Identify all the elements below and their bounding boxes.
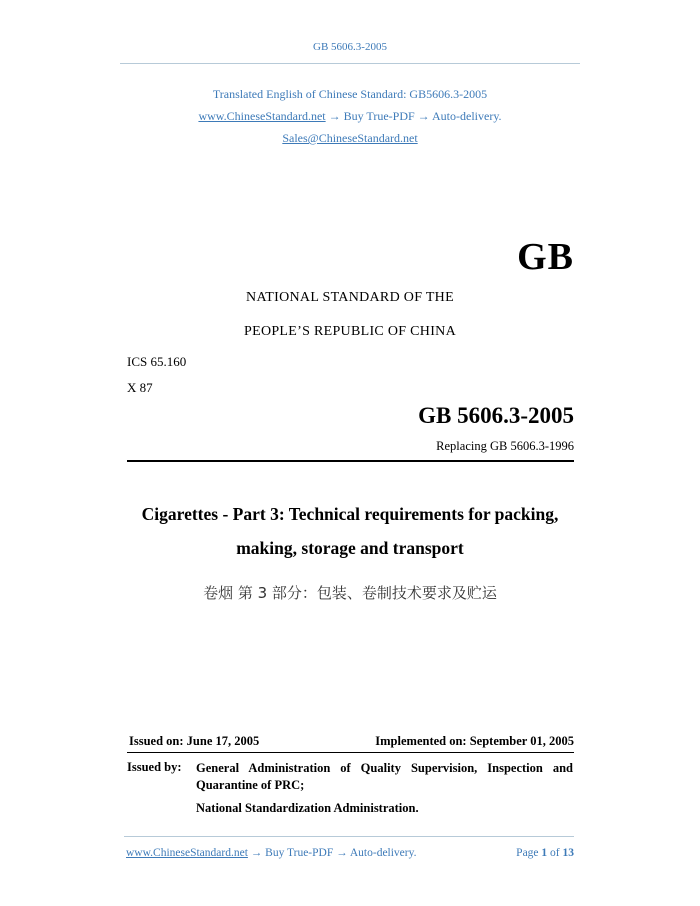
- translation-notice: Translated English of Chinese Standard: GB5606.3-2005: [212, 87, 488, 101]
- issued-by-label: Issued by:: [127, 760, 182, 774]
- footer-purchase-line: [126, 847, 417, 859]
- issuer-org1: General Administration of Quality Supervision, Inspection and Quarantine of PRC;: [196, 761, 573, 792]
- page-total: 13: [562, 847, 574, 859]
- gb-mark: GB: [517, 236, 574, 278]
- implemented-date: Implemented on: September 01, 2005: [375, 734, 574, 748]
- buy-text: Buy True-PDF: [343, 109, 415, 123]
- issued-date: Issued on: June 17, 2005: [129, 734, 260, 748]
- replacing-note: Replacing GB 5606.3-1996: [436, 439, 574, 453]
- site-link[interactable]: www.ChineseStandard.net: [198, 109, 326, 123]
- national-standard-line1: NATIONAL STANDARD OF THE: [246, 290, 454, 305]
- page-indicator: [516, 847, 574, 859]
- arrow-icon: →: [336, 847, 348, 859]
- title-en-line1: Cigarettes - Part 3: Technical requirements for packing,: [141, 504, 559, 524]
- header-divider: [120, 63, 580, 64]
- ics-code: ICS 65.160: [127, 354, 187, 369]
- dates-divider: [127, 752, 574, 753]
- title-divider: [127, 460, 574, 462]
- title-cn: 卷烟 第 3 部分：包装、卷制技术要求及贮运: [203, 584, 497, 602]
- of-word: of: [550, 847, 560, 859]
- auto-delivery-text: Auto-delivery.: [432, 109, 502, 123]
- classification-code: X 87: [127, 380, 153, 395]
- standard-number: GB 5606.3-2005: [418, 403, 574, 428]
- arrow-icon: →: [328, 109, 341, 123]
- footer-buy-text: Buy True-PDF: [265, 847, 334, 859]
- purchase-line: [0, 109, 700, 124]
- arrow-icon: →: [417, 109, 430, 123]
- page-word: Page: [516, 847, 539, 859]
- national-standard-line2: PEOPLE’S REPUBLIC OF CHINA: [244, 324, 456, 339]
- arrow-icon: →: [250, 847, 263, 859]
- footer-site-link[interactable]: www.ChineseStandard.net: [126, 847, 248, 859]
- footer-divider: [124, 836, 574, 837]
- sales-email-link[interactable]: Sales@ChineseStandard.net: [282, 131, 418, 145]
- footer-auto-delivery-text: Auto-delivery.: [349, 847, 417, 859]
- page-number: 1: [541, 847, 548, 859]
- title-en-line2: making, storage and transport: [236, 538, 464, 558]
- issuer-org2: National Standardization Administration.: [196, 801, 419, 815]
- email-line: [0, 131, 700, 146]
- header-doc-code: GB 5606.3-2005: [313, 41, 387, 53]
